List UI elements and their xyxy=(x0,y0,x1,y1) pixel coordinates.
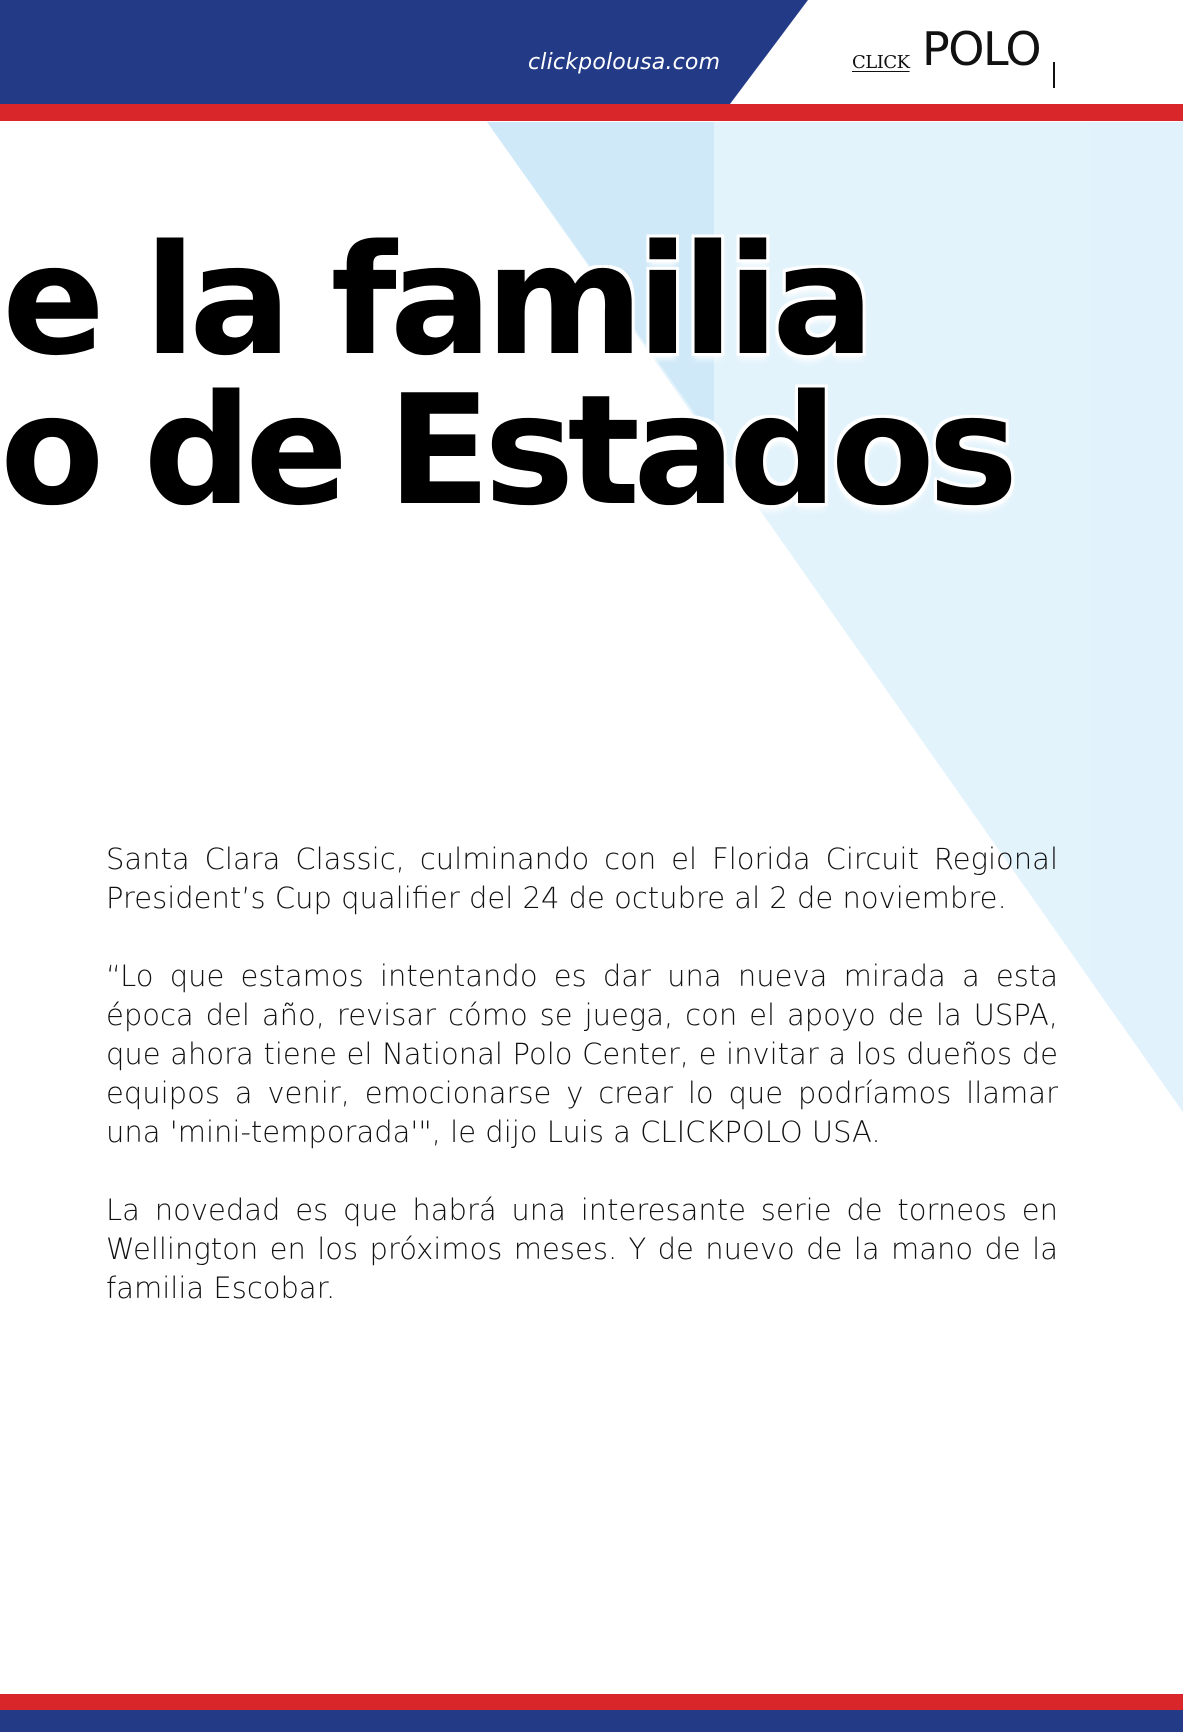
site-url-link[interactable]: clickpolousa.com xyxy=(528,50,721,75)
footer-navy-stripe xyxy=(0,1710,1183,1732)
headline-line-2: o de Estados xyxy=(0,362,1012,539)
headline xyxy=(0,212,1012,539)
header-red-stripe xyxy=(0,104,1183,121)
article-paragraph: La novedad es que habrá una interesante serie de torneos en Wellington en los próximos meses. Y de nuevo de la mano de la familia Escobar. xyxy=(106,1193,1058,1305)
footer-red-stripe xyxy=(0,1694,1183,1710)
logo-polo-text: POLO xyxy=(922,22,1041,76)
logo-tick-mark xyxy=(1053,62,1055,88)
right-edge-tint xyxy=(1090,122,1183,1112)
logo-click-text: CLICK xyxy=(852,52,910,73)
clickpolo-logo[interactable] xyxy=(850,22,1060,92)
headline-line-1: e la familia xyxy=(2,212,868,389)
article-paragraph: Santa Clara Classic, culminando con el Florida Circuit Regional President’s Cup qualifier del 24 de octubre al 2 de noviembre. xyxy=(106,842,1058,915)
article-paragraph: “Lo que estamos intentando es dar una nueva mirada a esta época del año, revisar cómo se juega, con el apoyo de la USPA, que ahora tiene el National Polo Center, e invitar a los dueños de equipos a venir, emocionarse y crear lo que podríamos llamar una 'mini-temporada'", le dijo Luis a CLICKPOLO USA. xyxy=(106,959,1058,1149)
article-body xyxy=(106,840,1058,1347)
